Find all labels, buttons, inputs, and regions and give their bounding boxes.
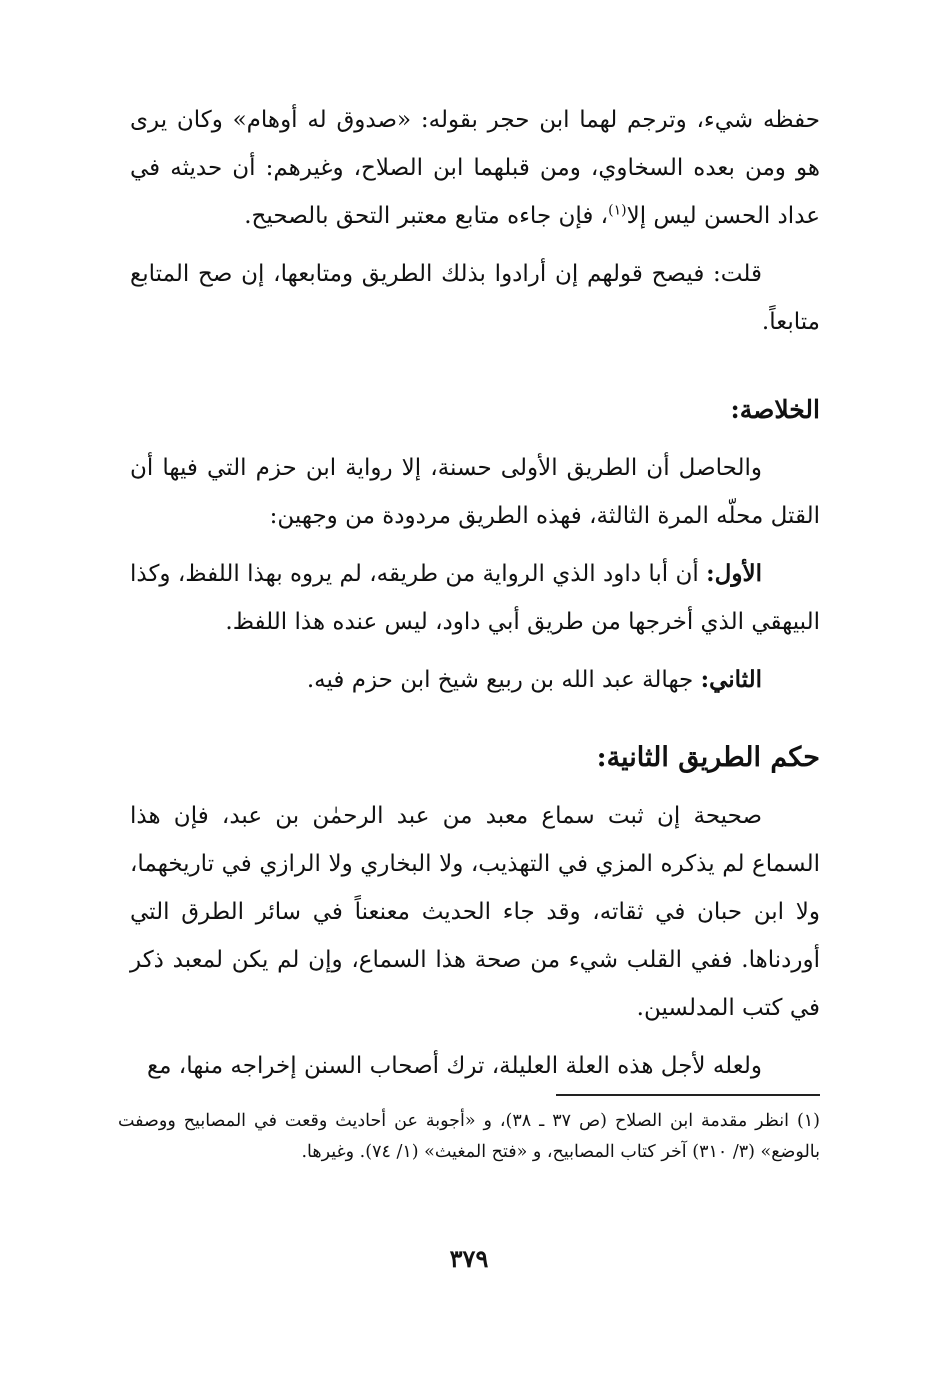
- paragraph-6: صحيحة إن ثبت سماع معبد من عبد الرحمٰن بن عبد، فإن هذا السماع لم يذكره المزي في التهذيب، ولا البخاري ولا الرازي في تاريخهما، ولا ابن حبان في ثقاته، وقد جاء الحديث معنعناً في سائر الطرق التي أوردناها. ففي القلب شيء من صحة هذا السماع، وإن لم يكن لمعبد ذكر في كتب المدلسين.: [130, 803, 820, 1021]
- paragraph-1-tail: ، فإن جاءه متابع معتبر التحق بالصحيح.: [244, 203, 609, 229]
- footnote-divider: [556, 1094, 820, 1096]
- footnote-1-number: (١): [796, 1111, 820, 1131]
- footnotes: [118, 1106, 820, 1168]
- paragraph-5-lead: الثاني:: [700, 666, 762, 693]
- paragraph-1: [130, 96, 820, 240]
- paragraph-2: قلت: فيصح قولهم إن أرادوا بذلك الطريق ومتابعها، إن صح المتابع متابعاً.: [130, 261, 820, 335]
- paragraph-5-text: جهالة عبد الله بن ربيع شيخ ابن حزم فيه.: [306, 667, 701, 693]
- paragraph-4-text: أن أبا داود الذي الرواية من طريقه، لم يروه بهذا اللفظ، وكذا البيهقي الذي أخرجها من طريق أبي داود، ليس عنده هذا اللفظ.: [130, 561, 820, 635]
- footnote-1-text: انظر مقدمة ابن الصلاح (ص ٣٧ ـ ٣٨)، و «أجوبة عن أحاديث وقعت في المصابيح ووصفت بالوضع» (٣/ ٣١٠) آخر كتاب المصابيح، و «فتح المغيث» (١/ ٧٤). وغيرها.: [118, 1111, 820, 1162]
- paragraph-3: والحاصل أن الطريق الأولى حسنة، إلا رواية ابن حزم التي فيها أن القتل محلّه المرة الثالثة، فهذه الطريق مردودة من وجهين:: [130, 455, 820, 529]
- footnote-reference: (١): [608, 202, 627, 219]
- paragraph-1-text: حفظه شيء، وترجم لهما ابن حجر بقوله: «صدوق له أوهام» وكان يرى هو ومن بعده السخاوي، ومن قبلهما ابن الصلاح، وغيرهم: أن حديثه في عداد الحسن ليس إلا: [130, 107, 820, 229]
- paragraph-7: ولعله لأجل هذه العلة العليلة، ترك أصحاب السنن إخراجه منها، مع: [146, 1053, 762, 1079]
- paragraph-4-lead: الأول:: [706, 560, 762, 587]
- paragraph-4: [130, 550, 820, 646]
- footnote-1: [118, 1106, 820, 1168]
- page-body: [130, 96, 820, 1100]
- paragraph-5: [130, 656, 820, 704]
- section-spacer: [130, 356, 820, 386]
- section-spacer: [130, 714, 820, 734]
- heading-second-path-ruling: حكم الطريق الثانية:: [596, 742, 820, 773]
- heading-summary: الخلاصة:: [730, 395, 820, 424]
- page-number: ٣٧٩: [449, 1244, 489, 1273]
